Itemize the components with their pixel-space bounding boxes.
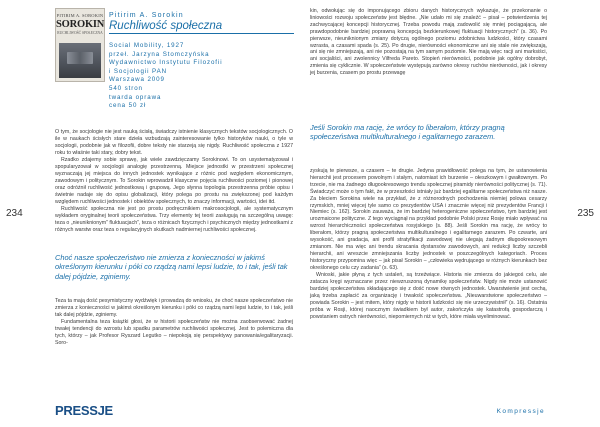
book-info-line: Social Mobility, 1927 <box>109 42 185 49</box>
paragraph: Fundamentalna teza książki głosi, że w historii społeczeństw nie można zaobserwować żadnej trwałej tendencji do wzrostu lub spadku parametrów ruchliwości społecznej. Jest to polemiczna dla tych, którzy – jak Profesor Ryszard Legutko – niepokoją się perspektywy panowania/egalitaryzacji. Soro- <box>55 319 293 347</box>
paragraph: zyskują te pierwsze, a czasem – te drugie. Jedyna prawidłowość polega na tym, że ustanowienia hierarchii jest procesem powolnym i stałym, natomiast ich burzenie – ołeszkowym i gwałtownym. Po trzecie, nie ma żadnego długookresowego trendu społecznej piramidy nierówności politycznej (s. 71). Świadczyć może o tym fakt, że w przeszłości istniały już bardziej egalitarne społeczeństwa niż nasze. Za bleciem Sorokina wiele na przykład, że z różnorodnych pochodzenia niemiej polowa cesarzy rzymskich, mniej więcej tyle samo co prezydentów USA i znacznie więcej niż prezydentów Francji i Niemiec (s. 162). Sorokin zauważa, że im bardziej heterogeniczne społeczeństwo, tym bardziej jest urozmaicone polityczne. Z tego wyciągnął na przykład podobnie Polski przez Rosję miało wpływać na wzrost hierarchiczności społeczeństwa rosyjskiego (s. 88). Jeśli Sorokin ma rację, że wrócy to liberałom, którzy pragną społeczeństwa multikulturalnego i egalitarnego zarazem. Po czwarte, ani wysokość, ani gradacja, ani profil stratyfikacji zawodowej nie ulegają żadnym długookresowym zmianom. Nie ma więc ani trendu skracania dystansów zawodowych, ani redukcji liczby szczebli hierarchii, ani wreszcie zmniejszania liczby jednostek w poszczególnych kategoriach. Proces historyczny przypomina więc – jak pisał Sorokin – „człowieka wędrującego w różnych kierunkach bez określonego celu czy zadania” (s. 63). <box>310 168 547 271</box>
cover-author: PITIRIM A. SOROKIN <box>56 13 104 18</box>
paragraph: Teza ta mają dość pesymistyczny wydźwięk i prowadzą do wniosku, że choć nasze społeczeństwo nie zmierza z konieczności w jakimś określonym kierunku i póki co rządzą nami lepsi ludzie, to i tak, jeśli tak dalej pójdzie, zginiemy. <box>55 298 293 318</box>
book-info-lines <box>109 42 294 111</box>
book-info-line: cena 50 zł <box>109 102 147 110</box>
cover-photo <box>59 43 101 78</box>
pull-quote-right: Jeśli Sorokin ma rację, że wrócy to liberałom, którzy pragną społeczeństwa multikulturalnego i egalitarnego zarazem. <box>310 123 505 142</box>
book-info-line: 540 stron <box>109 84 143 92</box>
book-details <box>109 12 294 111</box>
left-column-top <box>55 129 293 234</box>
paragraph: Wnioski, jakie płyną z tych ustaleń, są trzeźwiące. Historia nie zmierza do jakiegoś celu, ale zatacza kręgi wyznaczane przez niewzruszoną dynamikę społeczeństw. Nigdy nie może ustanowić bardziej społeczeństwa składającego się z dość nowe równych jednostek. Uwarstwienie jest cechą, jaką trzeba zapłacić za organizację i trwałość społeczeństwa. „Nieuwarstwione społeczeństwo – powiada Sorokin – jest mitem, który nigdy w historii ludzkości się nie urzeczywistnił” (s. 16). Ostatnia próba w Rosji, której naocznym świadkiem był autor, zakończyła się katastrofą gospodarczą i powstaniem ostrych nierówności, niepomiernych niż w tych, które miała wyeliminować. <box>310 272 547 320</box>
paragraph: Rzadko zdajemy sobie sprawę, jak wiele zawdzięczamy Sorokinowi. To on usystematyzował i spopularyzował w socjologii analogię przestrzenną. Miejsce jednostki w przestrzeni społecznej wyznaczają jej miejsca do innych jednostek wynikające z różnic pod względem ekonomicznym, zawodowym i politycznym. To Sorokin wprowadził klasyczne pojęcia ruchliwości poziomej i pionowej oraz odróżnił ruchliwość jednostkową i grupową. Jego słynna topologia przestrzenna próbie opisu i świetnie nadaje się do opisu globalizacji, który polega po prostu na zwiększonej pod każdym względem ruchliwości jednostek i obiektów społecznych, to znaczy informacji, wartości, idei itd. <box>55 157 293 205</box>
paragraph: O tym, że socjologie nie jest nauką ścisłą, świadczy istnienie klasycznych tekstów socjologicznych. O ile w naukach ścisłych stare dzieła wzbudzają zainteresowanie tylko historyków nauki, o tyle w socjologii, podobnie jak w filozofii, dobre teksty nie starzeją się nigdy. Ruchliwość społeczna z 1927 roku to właśnie taki stary, dobry tekst. <box>55 129 293 156</box>
right-column-top <box>310 8 547 78</box>
book-info-line: Wydawnictwo Instytutu Filozofii <box>109 59 223 67</box>
right-column-bottom <box>310 168 547 321</box>
book-author: Pitirim A. Sorokin <box>109 12 184 19</box>
book-info-line: twarda oprawa <box>109 93 162 101</box>
pull-quote-left: Choć nasze społeczeństwo nie zmierza z konieczności w jakimś określonym kierunku i póki co rządzą nami lepsi ludzie, to i tak, jeśli tak dalej pójdzie, zginiemy. <box>55 253 288 281</box>
paragraph: kin, odwołując się do imponującego zbioru danych historycznych wykazuje, że przekonanie o liniowości rozwoju społeczeństw jest błędne. „Nie udało mi się znaleźć – pisał – potwierdzenia tej zachwycającej koncepcji historycznej. Trzeba powodu mają zadowolić się mniej pociągającą, ale prawdopodobnie bardziej poprawną koncepcją bezkierunkowej fluktuacji historycznych” (s. 36). Po pierwsze, nieuniknionym zmiany dotyczą ogólnego poziomu zdobnictwa ludzkości, który czasami wzrasta, a czasami spada (s. 25). Po drugie, nierówności ekonomiczne ani się stale nie zwiększają, ani się nie zmniejszają, ani nie pozostają na tym samym poziomie. Nie mają więc racji ani marksiści, ani socjaliści, ani zwolennicy Vilfreda Pareto. Stopień nierówności, podobnie jak ogólny dobrobyt, zmienia się cyklicznie. W społeczeństwie występują zarówno okresy ruchów nierówności, jak i okresy jej burzenia, czasem po prostu przewagę <box>310 8 547 77</box>
section-name: Kompressje <box>496 408 545 415</box>
book-info-line: Warszawa 2009 <box>109 76 165 84</box>
right-page <box>300 0 600 427</box>
magazine-logo: PRESSJE <box>55 403 113 418</box>
book-info-line: i Socjologii PAN <box>109 67 167 75</box>
cover-subtitle: RUCHLIWOŚĆ SPOŁECZNA <box>57 31 103 35</box>
book-cover <box>55 8 105 82</box>
book-title: Ruchliwość społeczna <box>109 20 294 34</box>
page-number-right: 235 <box>577 208 594 219</box>
cover-title: SOROKIN <box>56 19 105 30</box>
left-column-bottom <box>55 298 293 348</box>
page-number-left: 234 <box>6 208 23 219</box>
paragraph: Ruchliwość społeczna nie jest po prostu podręcznikiem makrosocjologii, ale systematycznym wykładem oryginalnej teorii społeczeństwa. Trzy elementy tej teorii zasługują na szczególną uwagę: teza o „nieuniknionym” fluktuacjach”, teza o różnicach fizycznych i psychicznych między jednostkami z różnych warstw oraz teza o regulacyjnych skutkach nadmiernej ruchliwości społecznej. <box>55 206 293 233</box>
book-info-line: przeł. Jarzyna Stomczyńska <box>109 50 210 58</box>
